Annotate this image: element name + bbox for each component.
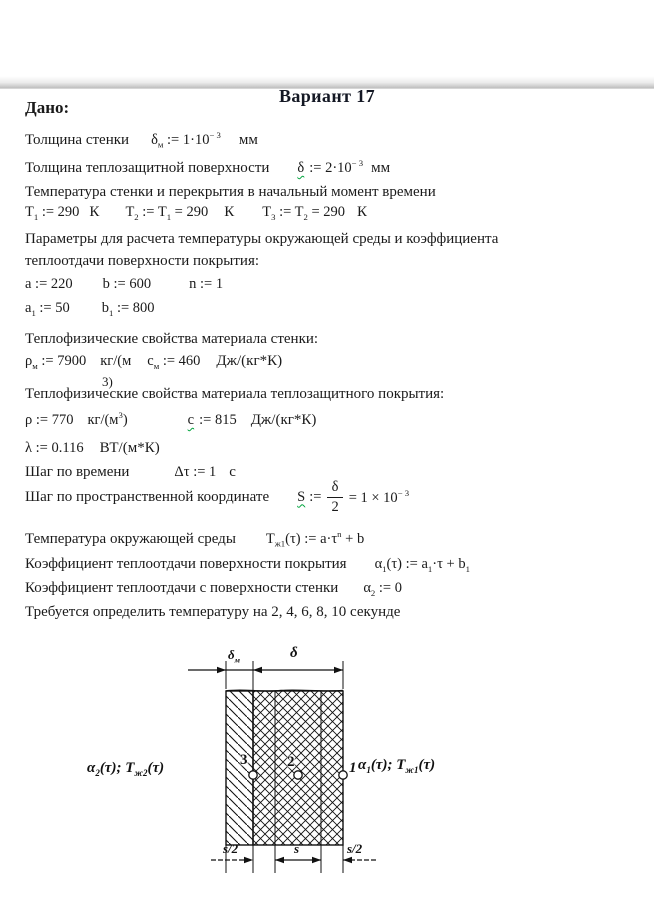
time-step-formula: Δτ := 1 (174, 464, 217, 480)
line-init-temp-text (25, 184, 436, 201)
node-3-marker (249, 771, 257, 779)
coat-thickness-formula: := $2\cdot 10^{- 3}$ (309, 158, 364, 176)
arrowhead-s-right (312, 857, 321, 863)
line-params-text-2 (25, 253, 259, 270)
params-text-1: Параметры для расчета температуры окружающей среды и коэффициента (25, 231, 499, 247)
arrowhead-s-left (275, 857, 284, 863)
line-abn (25, 276, 223, 293)
task-text: Требуется определить температуру на 2, 4, 6, 8, 10 секунде (25, 604, 401, 620)
arrowhead-s-half-right (343, 857, 352, 863)
line-coat-props-text (25, 386, 444, 403)
arrowhead-delta-left (253, 667, 262, 673)
page-title-wrap (0, 89, 654, 106)
coat-thickness-var: δ (297, 159, 305, 176)
arrowhead-s-half-left (244, 857, 253, 863)
line-wall-props-text (25, 331, 318, 348)
dim-label-delta: δ (290, 645, 298, 661)
dim-label-delta-m: $\delta_м$ (228, 647, 241, 665)
a-formula: a := 220 (25, 276, 73, 292)
ambient-formula: $T_{ж1}(\tau)$ := $a\cdot\tau^n + b$ (265, 529, 365, 549)
rho-formula: ρ := 770 (25, 411, 74, 428)
init-temp-text: Температура стенки и перекрытия в начальный момент времени (25, 184, 436, 200)
rho-m-unit: кг/(м (100, 353, 132, 369)
coat-thickness-unit: мм (371, 159, 391, 176)
t2-unit: К (224, 204, 235, 220)
wall-thickness-label: Толщина стенки (25, 131, 130, 148)
space-step-result: = $1 \times 10^{- 3}$ (348, 487, 410, 506)
t1-formula: $T_1$ := 290 (25, 204, 80, 222)
space-step-op: := (309, 488, 322, 505)
rho-m-unit-wrapped: 3) (102, 374, 113, 389)
params-text-2: теплоотдачи поверхности покрытия: (25, 253, 260, 269)
t3-unit: К (357, 204, 368, 220)
line-lambda (25, 440, 160, 457)
t2-formula: $T_2$ := $T_1 = 290$ (125, 204, 209, 222)
page-edge-shadow (0, 76, 654, 89)
line-wall-props-values (25, 353, 283, 389)
t3-formula: $T_3$ := $T_2 = 290$ (262, 204, 346, 222)
c-m-unit: Дж/(кг*К) (216, 353, 283, 369)
arrowhead-delta-right (334, 667, 343, 673)
left-boundary-label: $\alpha_2(\tau)$; $T_{ж2}(\tau)$ (87, 760, 165, 778)
space-step-fraction (327, 480, 342, 514)
metal-wall-region (226, 691, 253, 845)
line-space-step (25, 480, 409, 514)
c-unit: Дж/(кг*К) (250, 411, 317, 428)
fraction-denominator: 2 (327, 497, 342, 515)
a1-formula: $a_1$ := 50 (25, 300, 70, 318)
dim-label-s-half-left: s/2 (223, 841, 239, 856)
line-coat-props-values (25, 410, 316, 429)
line-time-step (25, 464, 236, 481)
fraction-numerator: δ (331, 479, 339, 495)
rho-unit: $кг/(м^3)$ (87, 410, 128, 428)
node-2-label: 2 (287, 754, 295, 770)
n-formula: n := 1 (189, 276, 224, 292)
time-step-label: Шаг по времени (25, 464, 130, 480)
line-alpha1 (25, 556, 470, 574)
wall-props-text: Теплофизические свойства материала стенки: (25, 331, 319, 347)
line-task (25, 604, 400, 621)
coat-props-text: Теплофизические свойства материала теплозащитного покрытия: (25, 386, 445, 402)
line-alpha2 (25, 580, 402, 598)
node-3-label: 3 (240, 752, 248, 768)
t1-unit: К (89, 204, 100, 220)
ambient-label: Температура окружающей среды (25, 530, 236, 547)
c-formula: := 815 (199, 411, 237, 428)
space-step-var: S (297, 488, 306, 505)
lambda-unit: ВТ/(м*К) (99, 440, 160, 456)
dim-label-s: s (294, 841, 300, 856)
node-1-marker (339, 771, 347, 779)
alpha2-formula: $\alpha_2$ := 0 (363, 580, 402, 598)
line-wall-thickness (25, 130, 258, 150)
rho-m-formula: $\rho_м$ := 7900 (25, 353, 87, 371)
node-2-marker (294, 771, 302, 779)
space-step-label: Шаг по пространственной координате (25, 488, 270, 505)
line-a1b1 (25, 300, 155, 318)
line-ambient (25, 529, 364, 549)
line-initial-temps (25, 204, 367, 222)
alpha1-formula: $\alpha_1(\tau)$ := $a_1\cdot\tau + b_1$ (374, 556, 470, 574)
arrowhead-delta-m (217, 667, 226, 673)
line-params-text-1 (25, 231, 498, 248)
c-var: c (187, 411, 195, 428)
wall-thickness-unit: мм (238, 131, 258, 148)
c-m-formula: $c_м$ := 460 (147, 353, 201, 371)
wavy-top-edge (226, 690, 343, 691)
alpha2-label: Коэффициент теплоотдачи с поверхности стенки (25, 580, 339, 596)
node-1-label: 1 (349, 760, 357, 776)
coat-thickness-label: Толщина теплозащитной поверхности (25, 159, 270, 176)
wall-thickness-formula: $\delta_м$ := $1\cdot 10^{- 3}$ (151, 130, 221, 150)
alpha1-label: Коэффициент теплоотдачи поверхности покрытия (25, 556, 347, 572)
given-heading: Дано: (25, 98, 70, 117)
line-coat-thickness (25, 158, 390, 177)
page-title: Вариант 17 (278, 89, 376, 106)
b-formula: b := 600 (102, 276, 152, 292)
time-step-unit: с (229, 464, 236, 480)
dim-label-s-half-right: s/2 (347, 841, 363, 856)
b1-formula: $b_1$ := 800 (101, 300, 155, 318)
coating-region (253, 691, 343, 845)
lambda-formula: λ := 0.116 (25, 440, 84, 456)
right-boundary-label: $\alpha_1(\tau)$; $T_{ж1}(\tau)$ (358, 757, 436, 775)
wall-scheme-figure (85, 645, 555, 897)
